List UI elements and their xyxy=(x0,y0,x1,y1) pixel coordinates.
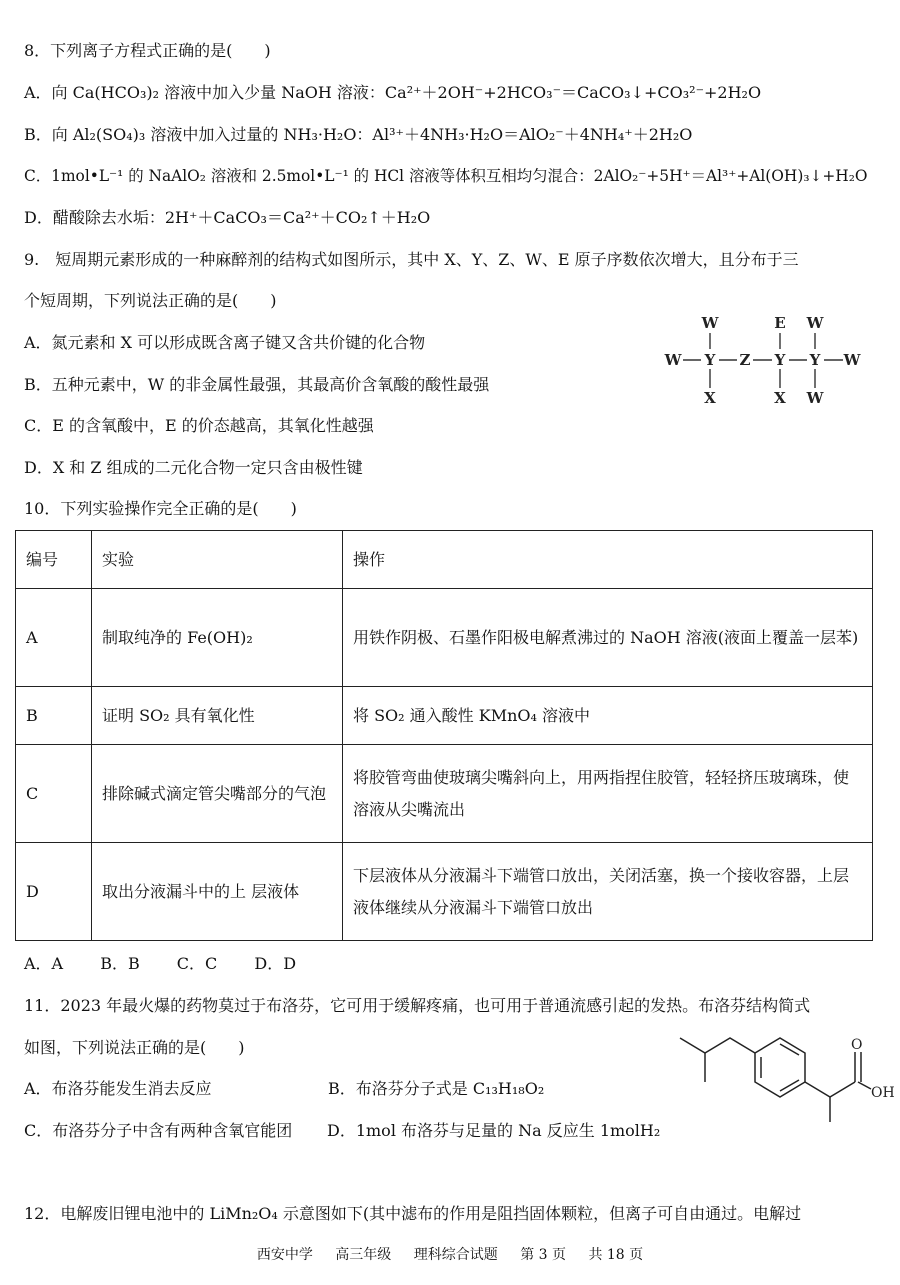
q10-choices: A．A B．B C．C D．D xyxy=(24,954,297,973)
table-row xyxy=(16,589,873,687)
q11-option-b: B．布洛芬分子式是 C₁₃H₁₈O₂ xyxy=(328,1079,545,1098)
table-header-row xyxy=(16,531,873,589)
row-c-operation: 将胶管弯曲使玻璃尖嘴斜向上，用两指捏住胶管，轻轻挤压玻璃珠，使溶液从尖嘴流出 xyxy=(343,745,873,843)
q11-stem-line2: 如图，下列说法正确的是( ) xyxy=(24,1038,245,1057)
q8-option-b: B．向 Al₂(SO₄)₃ 溶液中加入过量的 NH₃·H₂O：Al³⁺＋4NH₃·H₂O＝AlO₂⁻＋4NH₄⁺＋2H₂O xyxy=(24,125,693,144)
footer-grade: 高三年级 xyxy=(335,1247,392,1263)
q9-option-b: B．五种元素中，W 的非金属性最强，其最高价含氧酸的酸性最强 xyxy=(24,375,490,394)
atom-x-1: X xyxy=(704,389,716,407)
atom-x-2: X xyxy=(774,389,786,407)
q8-option-a: A．向 Ca(HCO₃)₂ 溶液中加入少量 NaOH 溶液：Ca²⁺＋2OH⁻+2HCO₃⁻＝CaCO₃↓+CO₃²⁻+2H₂O xyxy=(24,83,762,102)
q11-option-a: A．布洛芬能发生消去反应 xyxy=(24,1079,212,1098)
q9-option-d: D．X 和 Z 组成的二元化合物一定只含由极性键 xyxy=(24,458,363,477)
ibuprofen-structure-diagram xyxy=(675,1020,895,1125)
atom-z: Z xyxy=(739,351,751,369)
row-d-operation: 下层液体从分液漏斗下端管口放出，关闭活塞，换一个接收容器，上层液体继续从分液漏斗下端管口放出 xyxy=(343,843,873,941)
row-c-experiment: 排除碱式滴定管尖嘴部分的气泡 xyxy=(92,745,343,843)
table-row xyxy=(16,687,873,745)
ibuprofen-o-label: O xyxy=(851,1037,863,1053)
row-c-id: C xyxy=(16,745,92,843)
table-row xyxy=(16,843,873,941)
q12-stem: 12．电解废旧锂电池中的 LiMn₂O₄ 示意图如下(其中滤布的作用是阻挡固体颗粒，但离子可自由通过。电解过 xyxy=(24,1204,802,1223)
row-b-experiment: 证明 SO₂ 具有氧化性 xyxy=(92,687,343,745)
q11-option-c: C．布洛芬分子中含有两种含氧官能团 xyxy=(24,1121,293,1140)
row-b-id: B xyxy=(16,687,92,745)
q9-stem-line2: 个短周期，下列说法正确的是( ) xyxy=(24,291,277,310)
atom-y-2: Y xyxy=(774,351,786,369)
atom-e-top: E xyxy=(774,314,786,332)
q11-option-d: D．1mol 布洛芬与足量的 Na 反应生 1molH₂ xyxy=(327,1121,661,1140)
atom-w-bottom: W xyxy=(806,389,824,407)
ibuprofen-oh-label: OH xyxy=(871,1085,895,1101)
atom-w-top2: W xyxy=(806,314,824,332)
atom-w-top1: W xyxy=(701,314,719,332)
q11-stem-line1: 11．2023 年最火爆的药物莫过于布洛芬，它可用于缓解疼痛，也可用于普通流感引起的发热。布洛芬结构简式 xyxy=(24,996,811,1015)
header-id: 编号 xyxy=(16,531,92,589)
row-a-experiment: 制取纯净的 Fe(OH)₂ xyxy=(92,589,343,687)
table-row xyxy=(16,745,873,843)
footer-school: 西安中学 xyxy=(256,1247,313,1263)
atom-y-3: Y xyxy=(809,351,821,369)
ibuprofen-bonds xyxy=(680,1038,871,1122)
q9-option-a: A．氮元素和 X 可以形成既含离子键又含共价键的化合物 xyxy=(24,333,426,352)
q10-stem: 10．下列实验操作完全正确的是( ) xyxy=(24,499,297,518)
q9-stem-line1: 9. 短周期元素形成的一种麻醉剂的结构式如图所示，其中 X、Y、Z、W、E 原子序数依次增大，且分布于三 xyxy=(24,250,799,269)
header-operation: 操作 xyxy=(343,531,873,589)
row-d-id: D xyxy=(16,843,92,941)
q8-option-c: C．1mol•L⁻¹ 的 NaAlO₂ 溶液和 2.5mol•L⁻¹ 的 HCl 溶液等体积互相均匀混合：2AlO₂⁻+5H⁺＝Al³⁺+Al(OH)₃↓+H₂O xyxy=(24,167,868,185)
q9-structure-diagram xyxy=(655,308,870,418)
row-b-operation: 将 SO₂ 通入酸性 KMnO₄ 溶液中 xyxy=(343,687,873,745)
q8-stem: 8．下列离子方程式正确的是( ) xyxy=(24,41,271,60)
footer-page: 第 3 页 xyxy=(520,1247,566,1263)
page-footer xyxy=(0,1244,900,1264)
atom-y-1: Y xyxy=(704,351,716,369)
q8-option-d: D．醋酸除去水垢：2H⁺＋CaCO₃＝Ca²⁺＋CO₂↑＋H₂O xyxy=(24,208,431,227)
row-d-experiment: 取出分液漏斗中的上 层液体 xyxy=(92,843,343,941)
footer-total: 共 18 页 xyxy=(588,1247,644,1263)
experiment-table xyxy=(15,530,873,941)
q9-option-c: C．E 的含氧酸中，E 的价态越高，其氧化性越强 xyxy=(24,416,374,435)
footer-subject: 理科综合试题 xyxy=(413,1247,498,1263)
row-a-operation: 用铁作阴极、石墨作阳极电解煮沸过的 NaOH 溶液(液面上覆盖一层苯) xyxy=(343,589,873,687)
row-a-id: A xyxy=(16,589,92,687)
header-experiment: 实验 xyxy=(92,531,343,589)
atom-w-right: W xyxy=(843,351,861,369)
atom-w-left: W xyxy=(664,351,682,369)
